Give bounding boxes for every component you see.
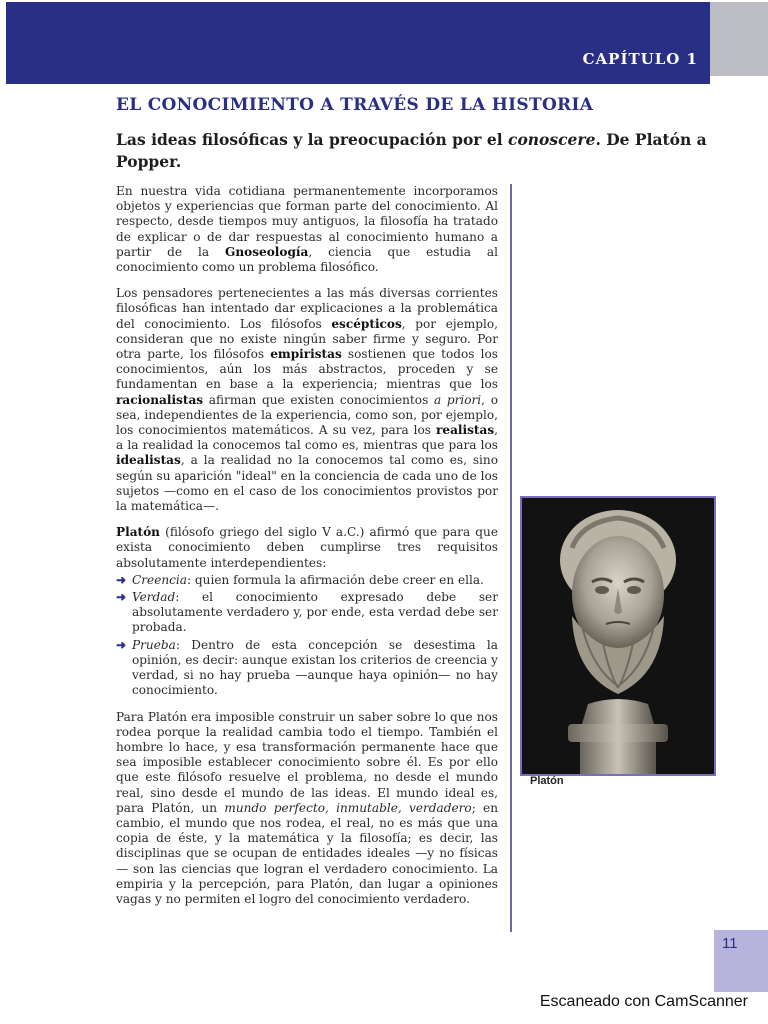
paragraph-gnoseologia: En nuestra vida cotidiana permanentemente incorporamos objetos y experiencias que forman parte del conocimiento. Al respecto, desde tiempos muy antiguos, la filosofía ha tratado de explicar o de dar respuestas al conocimiento humano a partir de la Gnoseología, ciencia que estudia al conocimiento como un problema filosófico. bbox=[116, 184, 498, 275]
arrow-right-icon: ➜ bbox=[116, 572, 127, 587]
plato-bust-image bbox=[520, 496, 716, 776]
scanner-watermark: Escaneado con CamScanner bbox=[539, 993, 748, 1010]
image-caption: Platón bbox=[530, 775, 564, 787]
header-corner-block bbox=[710, 2, 768, 76]
plato-bust-illustration bbox=[522, 498, 714, 774]
page-title: EL CONOCIMIENTO A TRAVÉS DE LA HISTORIA bbox=[116, 95, 594, 115]
page-number: 11 bbox=[722, 935, 738, 952]
list-item-verdad: ➜ Verdad: el conocimiento expresado debe ser absolutamente verdadero y, por ende, esta verdad debe ser probada. bbox=[116, 590, 498, 635]
subtitle: Las ideas filosóficas y la preocupación por el conoscere. De Platón a Popper. bbox=[116, 130, 707, 171]
header-bar bbox=[6, 2, 710, 84]
paragraph-platon: Platón (filósofo griego del siglo V a.C.) afirmó que para que exista conocimiento deben cumplirse tres requisitos absolutamente interdependientes: bbox=[116, 525, 498, 570]
arrow-right-icon: ➜ bbox=[116, 590, 127, 605]
requisitos-list bbox=[116, 573, 498, 699]
chapter-label: CAPÍTULO 1 bbox=[582, 50, 698, 68]
list-item-prueba: ➜ Prueba: Dentro de esta concepción se desestima la opinión, es decir: aunque existan los criterios de creencia y verdad, si no hay prueba —aunque haya opinión— no hay conocimiento. bbox=[116, 637, 498, 698]
body-text-column bbox=[116, 184, 498, 918]
list-item-creencia: ➜ Creencia: quien formula la afirmación debe creer en ella. bbox=[116, 572, 484, 587]
arrow-right-icon: ➜ bbox=[116, 637, 127, 652]
paragraph-corrientes: Los pensadores pertenecientes a las más diversas corrientes filosóficas han intentado dar explicaciones a la problemática del conocimiento. Los filósofos escépticos, por ejemplo, consideran que no existe ningún saber firme y seguro. Por otra parte, los filósofos empiristas sostienen que todos los conocimientos, aún los más abstractos, proceden y se fundamentan en base a la experiencia; mientras que los racionalistas afirman que existen conocimientos a priori, o sea, independientes de la experiencia, como son, por ejemplo, los conocimientos matemáticos. A su vez, para los realistas, a la realidad la conocemos tal como es, mientras que para los idealistas, a la realidad no la conocemos tal como es, sino según su aparición "ideal" en la conciencia de cada uno de los sujetos —como en el caso de los conocimientos provistos por la matemática—. bbox=[116, 286, 498, 514]
paragraph-mundo-ideas: Para Platón era imposible construir un saber sobre lo que nos rodea porque la realidad cambia todo el tiempo. También el hombre lo hace, y esa transformación permanente hace que sea imposible establecer conocimiento sobre él. Es por ello que este filósofo resuelve el problema, no desde el mundo real, sino desde el mundo de las ideas. El mundo ideal es, para Platón, un mundo perfecto, inmutable, verdadero; en cambio, el mundo que nos rodea, el real, no es más que una copia de éste, y la matemática y la filosofía; es decir, las disciplinas que se ocupan de entidades ideales —y no físicas— son las ciencias que logran el verdadero conocimiento. La empiria y la percepción, para Platón, dan lugar a opiniones vagas y no permiten el logro del conocimiento verdadero. bbox=[116, 709, 498, 906]
column-divider-rule bbox=[510, 184, 512, 932]
